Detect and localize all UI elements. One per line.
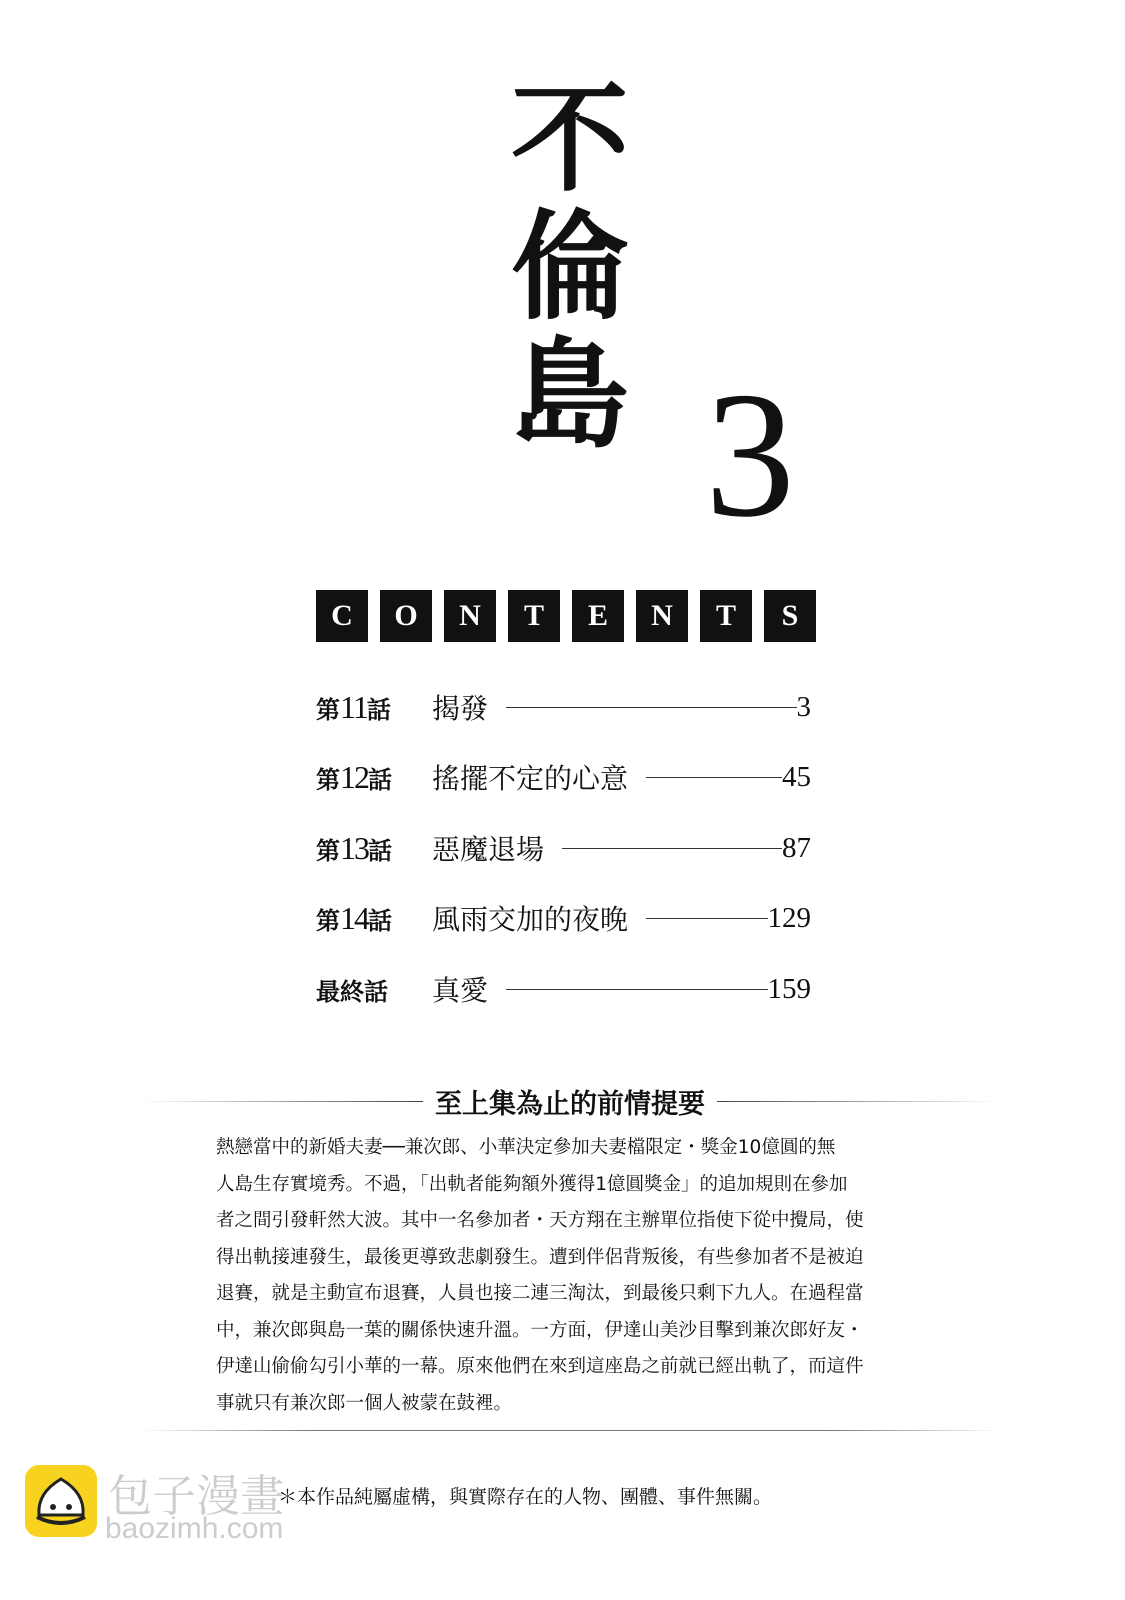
chapter-label bbox=[316, 971, 432, 1008]
contents-letter: N bbox=[444, 590, 496, 642]
title-char: 島 bbox=[510, 325, 629, 464]
page-number: 45 bbox=[782, 760, 811, 793]
toc-entry bbox=[316, 969, 811, 1009]
summary-line: 得出軌接連發生，最後更導致悲劇發生。遭到伴侶背叛後，有些參加者不是被迫 bbox=[216, 1246, 864, 1268]
contents-letter: N bbox=[636, 590, 688, 642]
contents-letter: E bbox=[572, 590, 624, 642]
leader-line bbox=[562, 848, 782, 849]
contents-letter: S bbox=[764, 590, 816, 642]
toc-entry bbox=[316, 828, 811, 868]
chapter-number: 13 bbox=[340, 829, 368, 866]
chapter-prefix: 最終話 bbox=[316, 976, 388, 1006]
leader-line bbox=[646, 777, 782, 778]
page-number: 87 bbox=[782, 831, 811, 864]
chapter-prefix: 第 bbox=[316, 905, 340, 935]
summary-line: 熱戀當中的新婚夫妻──兼次郎、小華決定參加夫妻檔限定・獎金10億圓的無 bbox=[216, 1137, 836, 1158]
chapter-number: 12 bbox=[340, 758, 368, 795]
leader-line bbox=[646, 918, 767, 919]
chapter-prefix: 第 bbox=[316, 694, 340, 724]
title-char: 倫 bbox=[510, 197, 629, 336]
summary-line: 退賽，就是主動宣布退賽，人員也接二連三淘汰，到最後只剩下九人。在過程當 bbox=[216, 1283, 864, 1304]
summary-line: 中，兼次郎與島一葉的關係快速升溫。一方面，伊達山美沙目擊到兼次郎好友・ bbox=[216, 1319, 864, 1341]
watermark-text: 包子漫畫 bbox=[108, 1471, 284, 1522]
disclaimer: ＊本作品純屬虛構，與實際存在的人物、團體、事件無關。 bbox=[278, 1486, 773, 1508]
chapter-number: 11 bbox=[340, 688, 367, 725]
chapter-title: 惡魔退場 bbox=[432, 833, 545, 866]
contents-letter: T bbox=[508, 590, 560, 642]
leader-line bbox=[506, 989, 767, 990]
summary-heading: 至上集為止的前情提要 bbox=[435, 1089, 705, 1120]
divider bbox=[717, 1101, 1000, 1102]
contents-letter: C bbox=[316, 590, 368, 642]
chapter-prefix: 第 bbox=[316, 764, 340, 794]
title-char: 不 bbox=[510, 69, 629, 208]
summary-heading-row bbox=[140, 1082, 1000, 1121]
page-number: 159 bbox=[767, 972, 811, 1005]
chapter-suffix: 話 bbox=[366, 694, 391, 724]
chapter-number: 14 bbox=[340, 899, 368, 936]
summary-line: 伊達山偷偷勾引小華的一幕。原來他們在來到這座島之前就已經出軌了，而這件 bbox=[216, 1356, 864, 1377]
chapter-prefix: 第 bbox=[316, 835, 340, 865]
summary-text bbox=[216, 1130, 931, 1422]
summary-line: 者之間引發軒然大波。其中一名參加者・天方翔在主辦單位指使下從中攪局，使 bbox=[216, 1210, 864, 1231]
contents-letter: T bbox=[700, 590, 752, 642]
page-number: 3 bbox=[796, 690, 811, 723]
chapter-title: 揭發 bbox=[432, 692, 489, 725]
summary-line: 事就只有兼次郎一個人被蒙在鼓裡。 bbox=[216, 1392, 513, 1414]
toc-entry bbox=[316, 687, 811, 727]
chapter-title: 真愛 bbox=[432, 974, 489, 1007]
chapter-label bbox=[316, 689, 432, 726]
divider bbox=[140, 1430, 1000, 1431]
chapter-label bbox=[316, 830, 432, 867]
chapter-suffix: 話 bbox=[368, 835, 392, 865]
summary-line: 人島生存實境秀。不過，「出軌者能夠額外獲得1億圓獎金」的追加規則在參加 bbox=[216, 1173, 848, 1195]
toc-entry bbox=[316, 757, 811, 797]
toc-entry bbox=[316, 898, 811, 938]
chapter-title: 搖擺不定的心意 bbox=[432, 762, 629, 795]
leader-line bbox=[506, 707, 796, 708]
chapter-suffix: 話 bbox=[368, 764, 392, 794]
chapter-suffix: 話 bbox=[368, 905, 392, 935]
watermark-url: baozimh.com bbox=[105, 1512, 284, 1545]
contents-heading bbox=[316, 590, 816, 642]
page-number: 129 bbox=[767, 901, 811, 934]
divider bbox=[140, 1101, 423, 1102]
volume-number: 3 bbox=[705, 355, 795, 554]
watermark-logo-icon bbox=[25, 1465, 97, 1537]
chapter-label bbox=[316, 759, 432, 796]
chapter-label bbox=[316, 900, 432, 937]
contents-letter: O bbox=[380, 590, 432, 642]
chapter-title: 風雨交加的夜晚 bbox=[432, 903, 629, 936]
